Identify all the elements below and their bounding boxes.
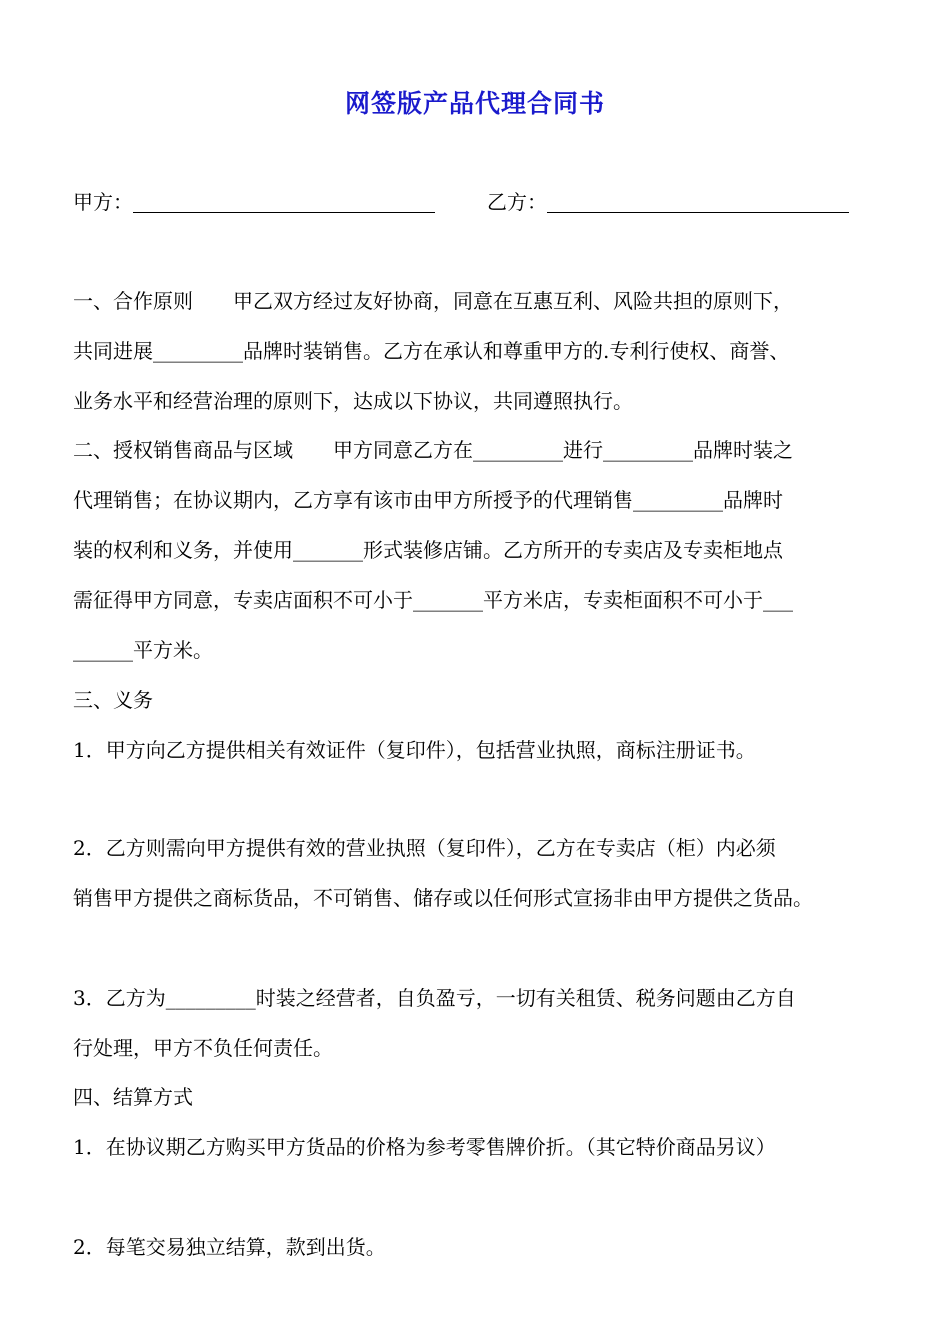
parties-row — [73, 188, 849, 216]
party-b-blank — [547, 190, 849, 213]
text-line: 行处理，甲方不负任何责任。 — [73, 1036, 333, 1060]
text-line: 1．甲方向乙方提供相关有效证件（复印件），包括营业执照，商标注册证书。 — [73, 738, 756, 762]
text-line: ______平方米。 — [73, 638, 213, 662]
text-line: 共同进展_________品牌时装销售。乙方在承认和尊重甲方的.专利行使权、商誉、 — [73, 339, 790, 363]
section-heading: 四、结算方式 — [73, 1085, 193, 1109]
party-a-blank — [133, 190, 435, 213]
text-line: 需征得甲方同意，专卖店面积不可小于_______平方米店，专卖柜面积不可小于___ — [73, 588, 793, 612]
text-line: 业务水平和经营治理的原则下，达成以下协议，共同遵照执行。 — [73, 389, 633, 413]
section-heading: 三、义务 — [73, 688, 153, 712]
text-line: 二、授权销售商品与区域 甲方同意乙方在_________进行_________品牌时装之 — [73, 438, 793, 462]
document-title: 网签版产品代理合同书 — [344, 89, 605, 118]
text-line: 1．在协议期乙方购买甲方货品的价格为参考零售牌价折。（其它特价商品另议） — [73, 1135, 776, 1159]
party-a-label: 甲方： — [73, 190, 133, 214]
text-line: 3．乙方为_________时装之经营者，自负盈亏，一切有关租赁、税务问题由乙方自 — [73, 986, 796, 1010]
text-line: 2．每笔交易独立结算，款到出货。 — [73, 1235, 386, 1259]
text-line: 销售甲方提供之商标货品，不可销售、储存或以任何形式宣扬非由甲方提供之货品。 — [73, 886, 813, 910]
party-b-label: 乙方： — [487, 190, 547, 214]
text-line: 装的权利和义务，并使用_______形式装修店铺。乙方所开的专卖店及专卖柜地点 — [73, 538, 783, 562]
text-line: 一、合作原则 甲乙双方经过友好协商，同意在互惠互利、风险共担的原则下， — [73, 289, 793, 313]
text-line: 2．乙方则需向甲方提供有效的营业执照（复印件），乙方在专卖店（柜）内必须 — [73, 836, 776, 860]
text-line: 代理销售；在协议期内，乙方享有该市由甲方所授予的代理销售_________品牌时 — [73, 488, 783, 512]
